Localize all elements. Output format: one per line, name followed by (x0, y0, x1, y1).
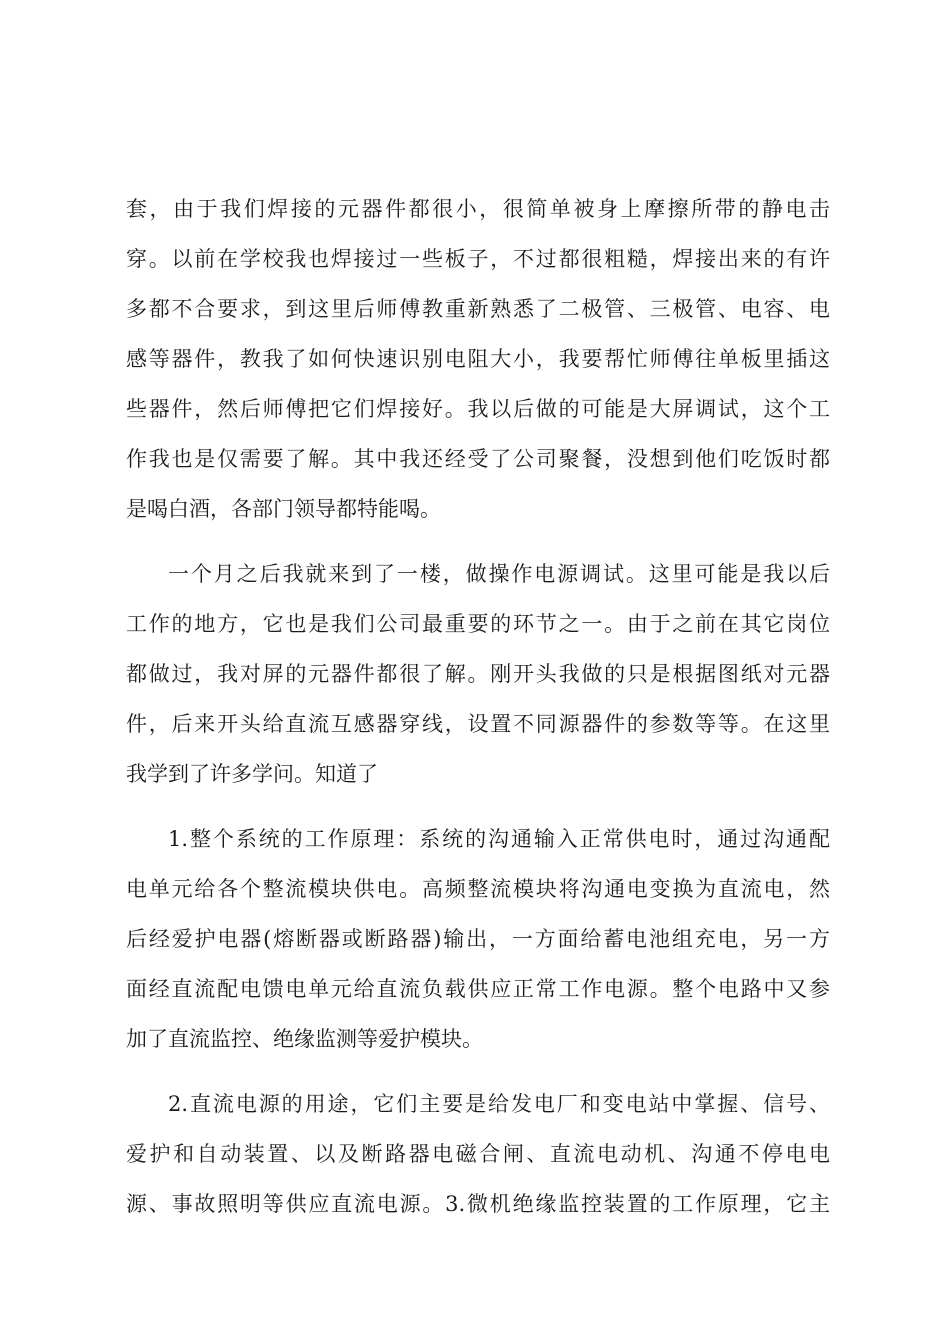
paragraph-power-debugging (126, 549, 830, 799)
text-line: 加了直流监控、绝缘监测等爱护模块。 (126, 1027, 483, 1051)
text-line: 2.直流电源的用途，它们主要是给发电厂和变电站中掌握、信号、 (168, 1092, 830, 1116)
text-line: 面经直流配电馈电单元给直流负载供应正常工作电源。整个电路中又参 (126, 977, 830, 1001)
text-line: 些器件，然后师傅把它们焊接好。我以后做的可能是大屏调试，这个工 (126, 397, 830, 421)
text-line: 一个月之后我就来到了一楼，做操作电源调试。这里可能是我以后 (168, 562, 830, 586)
text-line: 爱护和自动装置、以及断路器电磁合闸、直流电动机、沟通不停电电 (126, 1142, 830, 1166)
text-line: 1.整个系统的工作原理：系统的沟通输入正常供电时，通过沟通配 (168, 827, 830, 851)
text-line: 源、事故照明等供应直流电源。3.微机绝缘监控装置的工作原理，它主 (126, 1192, 830, 1216)
text-line: 都做过，我对屏的元器件都很了解。刚开头我做的只是根据图纸对元器 (126, 662, 830, 686)
text-line: 后经爱护电器(熔断器或断路器)输出，一方面给蓄电池组充电，另一方 (126, 927, 830, 951)
document-body (126, 184, 830, 1229)
text-line: 件，后来开头给直流互感器穿线，设置不同源器件的参数等等。在这里 (126, 712, 830, 736)
paragraph-system-principle (126, 814, 830, 1064)
text-line: 多都不合要求，到这里后师傅教重新熟悉了二极管、三极管、电容、电 (126, 297, 830, 321)
text-line: 是喝白酒，各部门领导都特能喝。 (126, 497, 441, 521)
text-line: 工作的地方，它也是我们公司最重要的环节之一。由于之前在其它岗位 (126, 612, 830, 636)
text-line: 穿。以前在学校我也焊接过一些板子，不过都很粗糙，焊接出来的有许 (126, 247, 830, 271)
text-line: 感等器件，教我了如何快速识别电阻大小，我要帮忙师傅往单板里插这 (126, 347, 830, 371)
text-line: 套，由于我们焊接的元器件都很小，很简单被身上摩擦所带的静电击 (126, 197, 830, 221)
text-line: 作我也是仅需要了解。其中我还经受了公司聚餐，没想到他们吃饭时都 (126, 447, 830, 471)
text-line: 我学到了许多学问。知道了 (126, 762, 378, 786)
paragraph-dc-power-use (126, 1079, 830, 1229)
text-line: 电单元给各个整流模块供电。高频整流模块将沟通电变换为直流电，然 (126, 877, 830, 901)
paragraph-soldering (126, 184, 830, 534)
